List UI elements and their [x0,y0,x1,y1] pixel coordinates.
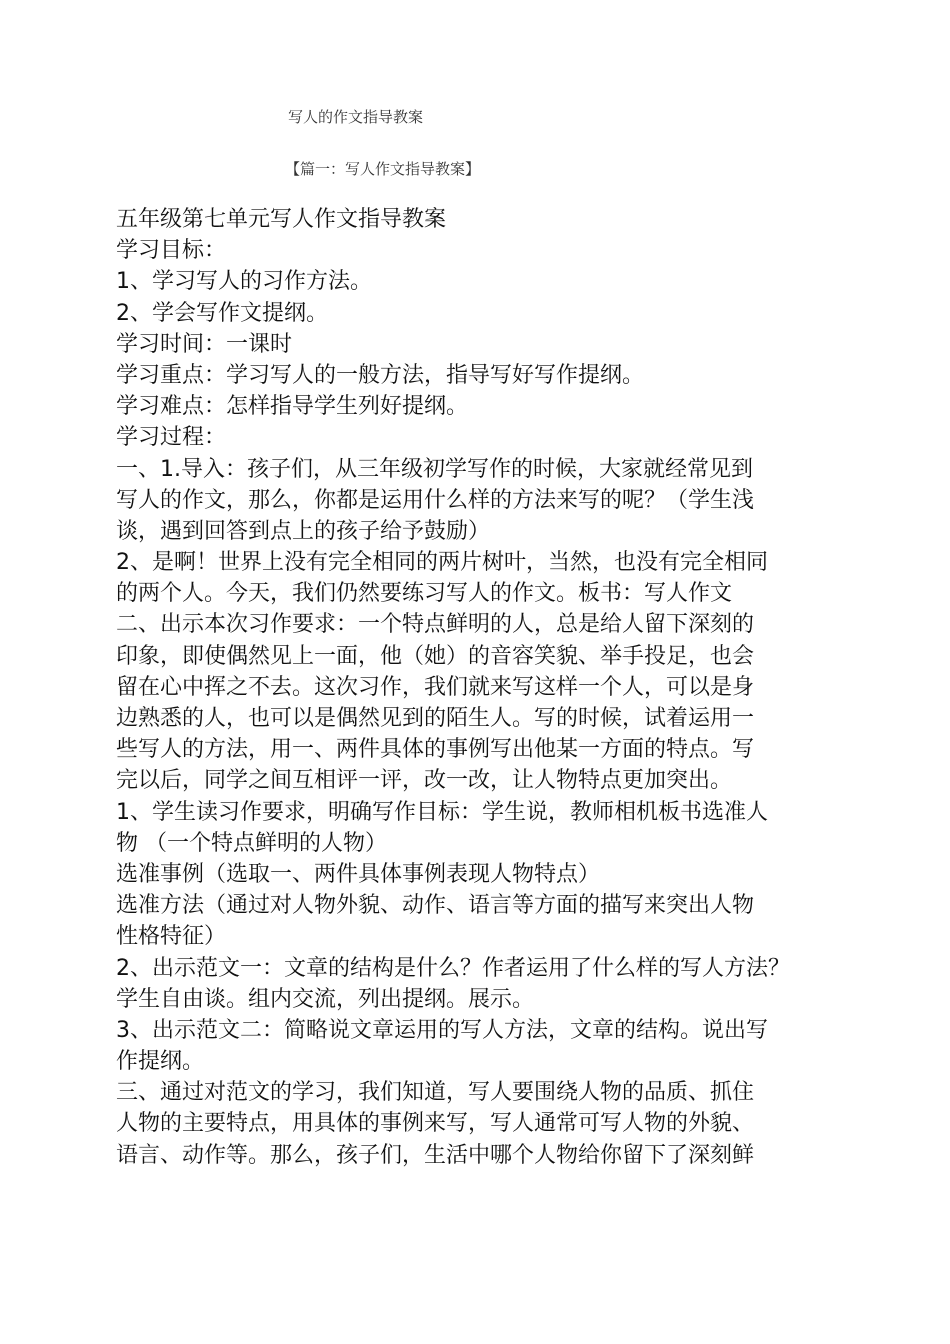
text-line: 性格特征） [116,924,227,950]
text-line: 留在心中挥之不去。这次习作，我们就来写这样一个人，可以是身 [116,674,755,700]
text-line: 写人的作文，那么，你都是运用什么样的方法来写的呢？（学生浅 [116,487,755,513]
text-line: 学习目标： [116,238,227,264]
text-line: 语言、动作等。那么，孩子们，生活中哪个人物给你留下了深刻鲜 [116,1142,755,1168]
document-title: 写人的作文指导教案 [288,108,424,126]
text-line: 谈，遇到回答到点上的孩子给予鼓励） [116,518,491,544]
text-line: 五年级第七单元写人作文指导教案 [116,207,447,232]
text-line: 学习难点：怎样指导学生列好提纲。 [116,394,469,420]
text-line: 选准事例（选取一、两件具体事例表现人物特点） [116,861,601,887]
text-line: 2、学会写作文提纲。 [116,300,328,326]
text-line: 学习时间：一课时 [116,331,293,357]
document-subtitle: 【篇一：写人作文指导教案】 [285,160,481,178]
text-line: 二、出示本次习作要求：一个特点鲜明的人，总是给人留下深刻的 [116,612,755,638]
text-line: 学习重点：学习写人的一般方法，指导写好写作提纲。 [116,362,645,388]
text-line: 1、学生读习作要求，明确写作目标：学生说，教师相机板书选准人 [116,799,768,825]
text-line: 三、通过对范文的学习，我们知道，写人要围绕人物的品质、抓住 [116,1080,755,1106]
text-line: 作提纲。 [116,1049,205,1075]
text-line: 3、出示范文二：简略说文章运用的写人方法，文章的结构。说出写 [116,1017,768,1043]
text-line: 2、出示范文一：文章的结构是什么？作者运用了什么样的写人方法？ [116,955,790,981]
text-line: 物 （一个特点鲜明的人物） [116,830,387,856]
text-line: 些写人的方法，用一、两件具体的事例写出他某一方面的特点。写 [116,737,755,763]
text-line: 边熟悉的人，也可以是偶然见到的陌生人。写的时候，试着运用一 [116,706,755,731]
text-line: 2、是啊！世界上没有完全相同的两片树叶，当然，也没有完全相同 [116,550,768,576]
document-body [116,204,846,1171]
text-line: 选准方法（通过对人物外貌、动作、语言等方面的描写来突出人物 [116,893,755,919]
text-line: 1、学习写人的习作方法。 [116,269,372,295]
text-line: 学生自由谈。组内交流，列出提纲。展示。 [116,986,535,1012]
text-line: 一、1.导入：孩子们，从三年级初学写作的时候，大家就经常见到 [116,456,753,482]
text-line: 人物的主要特点，用具体的事例来写，写人通常可写人物的外貌、 [116,1111,755,1137]
text-line: 完以后，同学之间互相评一评，改一改，让人物特点更加突出。 [116,768,733,794]
text-line: 的两个人。今天，我们仍然要练习写人的作文。板书：写人作文 [116,581,733,607]
text-line: 印象，即使偶然见上一面，他（她）的音容笑貌、举手投足，也会 [116,643,755,669]
text-line: 学习过程： [116,425,227,451]
